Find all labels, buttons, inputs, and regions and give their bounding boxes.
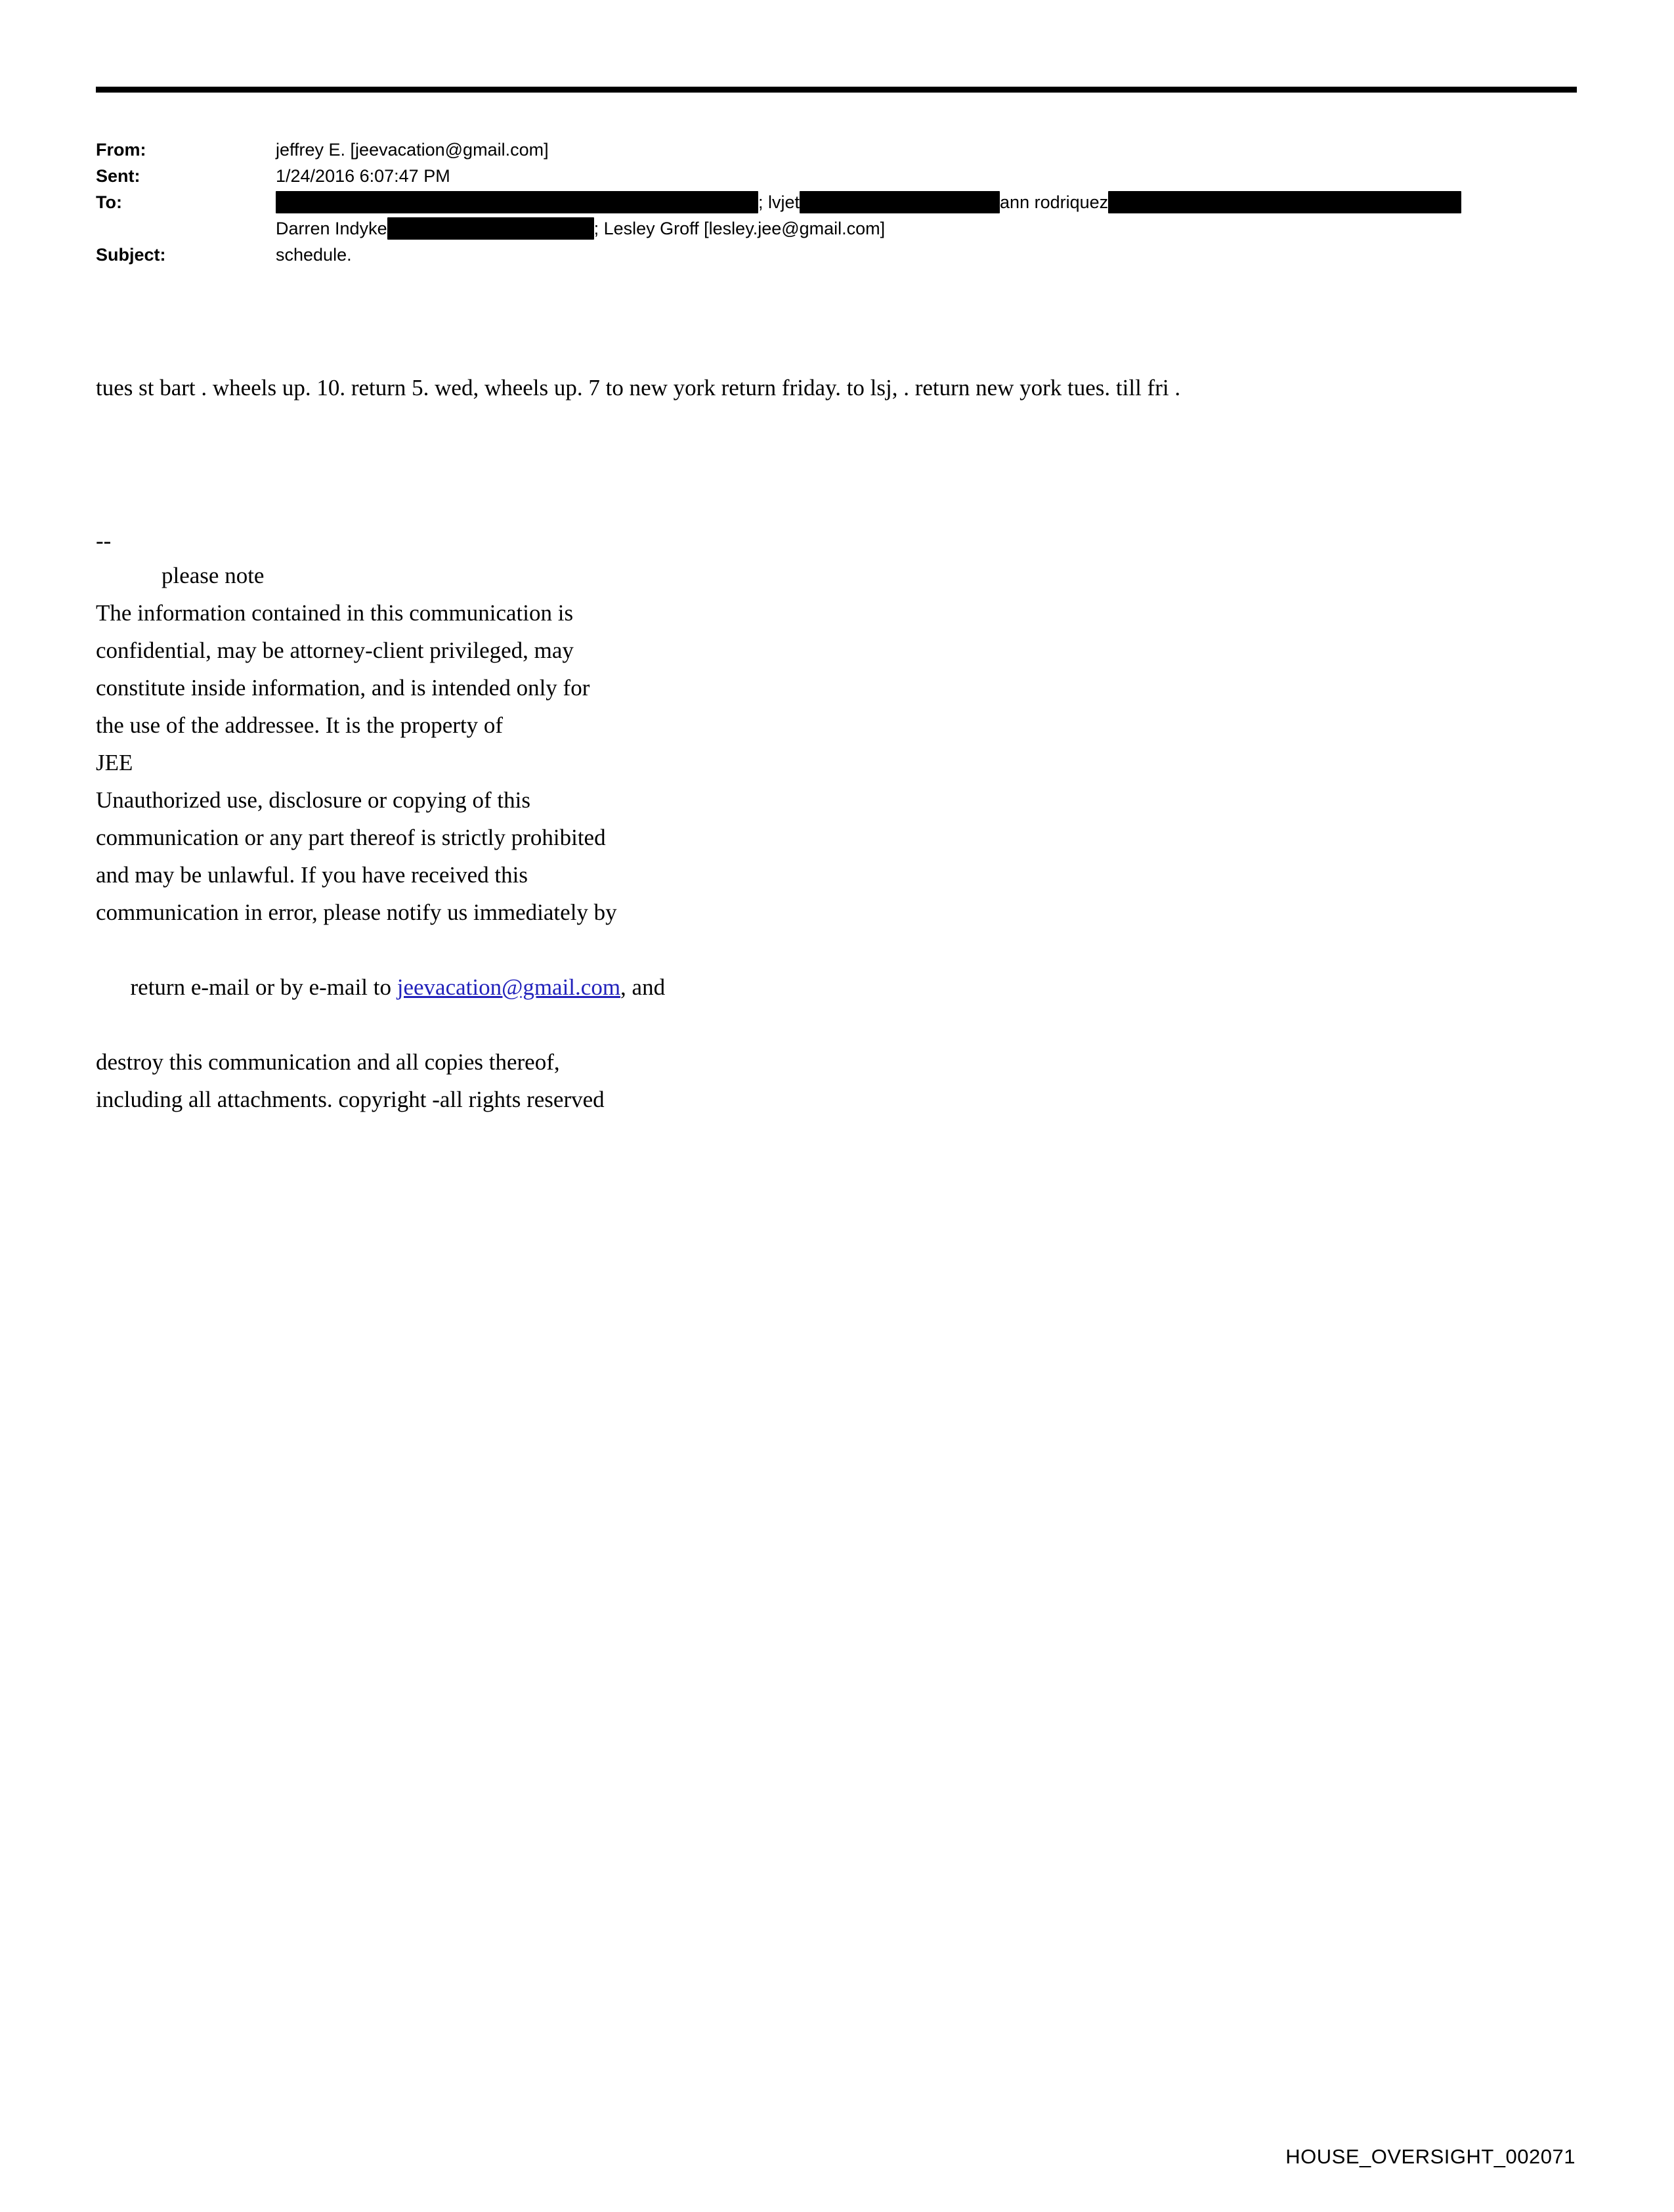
redaction-block-recipient-3 bbox=[1108, 191, 1461, 213]
signature-dashes: -- bbox=[96, 528, 112, 553]
header-row-sent bbox=[96, 163, 1579, 189]
sent-value: 1/24/2016 6:07:47 PM bbox=[276, 166, 450, 186]
disclaimer-line-7: communication or any part thereof is strictly prohibited bbox=[96, 825, 606, 850]
disclaimer-line-5: JEE bbox=[96, 750, 133, 775]
signature-please-note: please note bbox=[161, 563, 265, 588]
redaction-block-recipient-1 bbox=[276, 191, 758, 213]
to-value-line-1 bbox=[276, 189, 1579, 215]
redaction-block-recipient-2 bbox=[800, 191, 1000, 213]
disclaimer-line-8: and may be unlawful. If you have received this bbox=[96, 862, 528, 888]
from-value: jeffrey E. [jeevacation@gmail.com] bbox=[276, 140, 549, 160]
bates-number: HOUSE_OVERSIGHT_002071 bbox=[1285, 2145, 1576, 2168]
to-recipient-name: Darren Indyke bbox=[276, 219, 387, 238]
disclaimer-line-1: The information contained in this communication is bbox=[96, 600, 574, 626]
to-recipient-rest: ; Lesley Groff [lesley.jee@gmail.com] bbox=[593, 219, 886, 238]
disclaimer-line-6: Unauthorized use, disclosure or copying of this bbox=[96, 787, 530, 813]
disclaimer-line-3: constitute inside information, and is intended only for bbox=[96, 675, 590, 701]
to-label-spacer bbox=[96, 215, 276, 242]
subject-value: schedule. bbox=[276, 245, 352, 265]
email-body bbox=[96, 374, 1579, 402]
header-row-subject bbox=[96, 242, 1579, 268]
header-row-to-continued bbox=[96, 215, 1579, 242]
email-header bbox=[96, 137, 1579, 268]
disclaimer-line-2: confidential, may be attorney-client privileged, may bbox=[96, 638, 574, 663]
disclaimer-line-10 bbox=[96, 931, 1015, 1043]
sent-label: Sent: bbox=[96, 166, 140, 186]
email-link[interactable]: jeevacation@gmail.com bbox=[397, 974, 621, 1000]
disclaimer-line-9: communication in error, please notify us immediately by bbox=[96, 900, 617, 925]
disclaimer-line-10-pre: return e-mail or by e-mail to bbox=[130, 974, 397, 1000]
disclaimer-line-4: the use of the addressee. It is the property of bbox=[96, 712, 504, 738]
redaction-block-recipient-4 bbox=[387, 217, 594, 240]
body-paragraph: tues st bart . wheels up. 10. return 5. wed, wheels up. 7 to new york return friday. to lsj, . return new york tues. till fri . bbox=[96, 375, 1181, 401]
header-row-to bbox=[96, 189, 1579, 215]
disclaimer-line-11: destroy this communication and all copies thereof, bbox=[96, 1049, 560, 1075]
to-value-line-2 bbox=[276, 215, 1579, 242]
to-separator-1: ; lvjet bbox=[758, 192, 800, 212]
email-signature-block bbox=[96, 525, 1015, 1118]
from-label: From: bbox=[96, 140, 146, 160]
to-separator-2: ann rodriquez bbox=[1000, 192, 1109, 212]
disclaimer-line-12: including all attachments. copyright -all rights reserved bbox=[96, 1087, 605, 1112]
disclaimer-line-10-post: , and bbox=[620, 974, 666, 1000]
header-row-from bbox=[96, 137, 1579, 163]
header-divider-rule bbox=[96, 87, 1577, 93]
to-label: To: bbox=[96, 192, 122, 212]
subject-label: Subject: bbox=[96, 245, 166, 265]
